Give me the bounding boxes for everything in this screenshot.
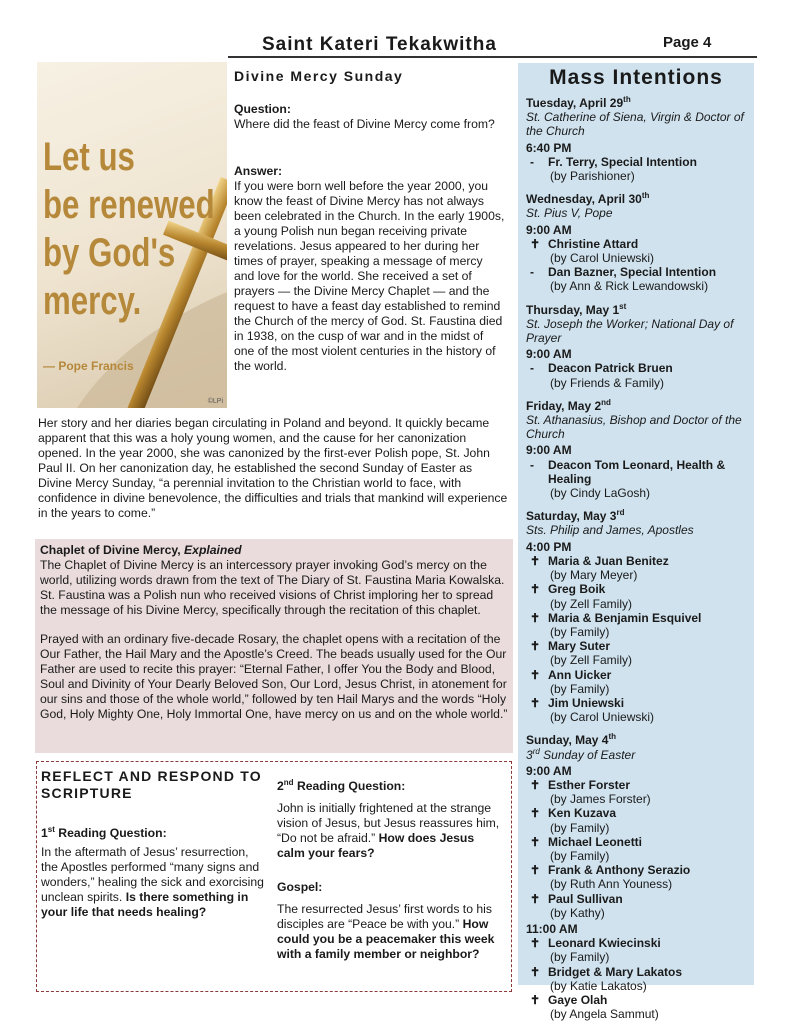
mass-day-name [526,192,754,206]
dash-marker: - [530,154,534,169]
mass-time: 9:00 AM [526,347,572,362]
mass-intention [526,155,754,169]
intention-requester: (by Parishioner) [550,169,635,184]
mass-day-label: Friday, May 2 [526,398,602,413]
intention-name: Greg Boik [548,582,606,597]
question-label: Question: [234,102,291,116]
mass-intention [526,863,754,877]
dash-marker: - [530,361,534,376]
cross-icon: ✝ [530,936,541,951]
intention-name: Jim Uniewski [548,695,625,710]
first-reading-body: In the aftermath of Jesus’ resurrection, the Apostles performed “many signs and wonders,” healing the sick and exorcising unclean spirits. [41,845,264,904]
intention-requester: (by Family) [550,624,610,639]
mass-day-suffix: th [608,732,617,742]
cross-icon: ✝ [530,834,541,849]
page-number: Page 4 [663,34,712,51]
mass-intention [526,611,754,625]
cross-icon: ✝ [530,582,541,597]
intention-requester: (by Carol Uniewski) [550,251,655,266]
mass-time: 6:40 PM [526,140,572,155]
article-title: Divine Mercy Sunday [234,68,404,84]
mass-day-suffix: st [619,301,627,311]
intention-requester: (by Ruth Ann Youness) [550,877,673,892]
intention-requester: (by Ann & Rick Lewandowski) [550,279,709,294]
mass-intention [526,265,754,279]
second-reading-num: 2 [277,779,284,793]
reflect-title: REFLECT AND RESPOND TO SCRIPTURE [41,768,262,801]
quote-line: Let us [43,135,135,179]
mass-day-suffix: th [623,95,631,104]
intention-name: Fr. Terry, Special Intention [548,154,697,169]
intention-name: Deacon Patrick Bruen [548,361,673,376]
quote-line: mercy. [43,279,142,323]
mass-day-label: Thursday, May 1 [526,302,620,317]
cross-icon: ✝ [530,992,541,1007]
mass-day [526,96,754,183]
intention-requester: (by Mary Meyer) [550,568,638,583]
cross-icon: ✝ [530,777,541,792]
intention-requester: (by Katie Lakatos) [550,978,647,993]
mass-feast-text: Sunday of Easter [539,747,636,762]
image-credit: ©LPi [207,398,223,405]
mass-feast-text: St. Joseph the Worker; National Day of Prayer [526,316,734,346]
mass-day-suffix: th [641,191,650,201]
mass-intention [526,835,754,849]
second-reading-label-text: Reading Question: [293,779,406,793]
mass-intention [526,668,754,682]
gospel-question: How could you be a peacemaker this week with a family member or neighbor? [277,917,495,961]
intention-name: Deacon Tom Leonard, Health & Healing [548,457,726,486]
mass-day [526,733,754,1021]
intention-name: Gaye Olah [548,992,608,1007]
chaplet-paragraph: Prayed with an ordinary five-decade Rosary, the chaplet opens with a recitation of the Our Father, the Hail Mary and the Apostle’s Creed. The beads usually used for the Our Father are used to recite this prayer: “Eternal Father, I offer You the Body and Blood, Soul and Divinity of Your Dearly Beloved Son, Our Lord, Jesus Christ, in atonement for our sins and those of the whole world,” followed by ten Hail Marys and the words “Holy God, Holy Mighty One, Holy Immortal One, have mercy on us and on the whole world.” [40,632,508,721]
mass-day-label: Tuesday, April 29 [526,96,624,110]
intention-name: Mary Suter [548,639,611,654]
first-reading-label-text: Reading Question: [54,826,167,840]
mass-feast-suffix: rd [532,746,540,756]
chaplet-title-italic: Explained [184,543,242,557]
second-reading-sup: nd [283,777,294,787]
mass-feast [526,523,754,537]
mass-day [526,303,754,390]
mass-day-name [526,509,754,523]
first-reading-sup: st [47,824,55,834]
answer-text: If you were born well before the year 2000, you know the feast of Divine Mercy has not always been celebrated in the Church. In the early 1900s, a young Polish nun began receiving private revelations. Jesus appeared to her during her times of prayer, speaking a message of mercy and love for the world. She received a set of prayers — the Divine Mercy Chaplet — and the request to have a feast day established to remind the Church of the mercy of God. St. Faustina died in 1938, on the cusp of war and in the midst of one of the most violent centuries in the history of the world. [234,179,505,373]
mass-time: 11:00 AM [526,921,578,936]
intention-requester: (by Zell Family) [550,653,633,668]
gospel-text [277,902,502,962]
mass-day [526,399,754,500]
header-rule [228,56,757,58]
mass-day-suffix: rd [616,508,625,518]
first-reading-label [41,826,167,841]
mass-intentions-list [526,96,754,1021]
dash-marker: - [530,457,534,472]
mass-time: 9:00 AM [526,763,572,778]
intention-name: Dan Bazner, Special Intention [548,265,717,280]
mass-intention [526,361,754,375]
mass-intention [526,778,754,792]
cross-icon: ✝ [530,806,541,821]
quote-author: — Pope Francis [43,359,134,373]
intention-requester: (by James Forster) [550,792,651,807]
intention-requester: (by Friends & Family) [550,375,665,390]
mass-day-label: Saturday, May 3 [526,509,617,524]
intention-requester: (by Family) [550,681,610,696]
intention-requester: (by Family) [550,950,610,965]
intention-name: Frank & Anthony Serazio [548,863,691,878]
cross-icon: ✝ [530,236,541,251]
mass-intention [526,936,754,950]
mass-intention [526,639,754,653]
answer-label: Answer: [234,164,283,178]
mass-day [526,192,754,293]
mass-day-suffix: nd [601,397,611,407]
cross-icon: ✝ [530,695,541,710]
first-reading-text [41,845,266,920]
mass-feast [526,110,754,138]
intention-name: Michael Leonetti [548,834,643,849]
mass-intention [526,993,754,1007]
intention-requester: (by Angela Sammut) [550,1007,659,1022]
mass-day-label: Wednesday, April 30 [526,192,642,207]
quote-line: by God's [43,231,176,275]
mass-intention [526,892,754,906]
intention-requester: (by Cindy LaGosh) [550,486,651,501]
first-reading-num: 1 [41,826,48,840]
mass-feast-text: St. Catherine of Siena, Virgin & Doctor of the Church [526,110,744,139]
intention-requester: (by Zell Family) [550,596,633,611]
mass-time: 4:00 PM [526,539,572,554]
second-reading-label [277,779,405,794]
cross-icon: ✝ [530,891,541,906]
mass-intention [526,458,754,486]
gospel-body: The resurrected Jesus’ first words to his disciples are “Peace be with you.” [277,902,492,931]
intention-name: Ann Uicker [548,667,612,682]
cross-icon: ✝ [530,863,541,878]
mass-day-name [526,96,754,110]
mass-intention [526,806,754,820]
intention-name: Maria & Benjamin Esquivel [548,610,702,625]
mass-day-label: Sunday, May 4 [526,733,609,748]
mass-feast [526,317,754,345]
cross-icon: ✝ [530,553,541,568]
divine-mercy-image [37,62,227,408]
mass-intention [526,582,754,596]
second-reading-question: How does Jesus calm your fears? [277,831,475,860]
chaplet-title [40,543,242,557]
newsletter-title: Saint Kateri Tekakwitha [262,34,497,55]
mass-feast-text: St. Pius V, Pope [526,206,613,221]
gospel-label: Gospel: [277,880,323,894]
intention-requester: (by Family) [550,848,610,863]
mass-feast [526,206,754,220]
mass-feast [526,748,754,762]
mass-day-name [526,303,754,317]
mass-intention [526,965,754,979]
mass-intention [526,237,754,251]
intention-name: Bridget & Mary Lakatos [548,964,683,979]
chaplet-paragraph: The Chaplet of Divine Mercy is an intercessory prayer invoking God’s mercy on the world, utilizing words drawn from the text of The Diary of St. Faustina Maria Kowalska. St. Faustina was a Polish nun who received visions of Christ imploring her to spread the message of his Divine Mercy, specifically through the recitation of this chaplet. [40,558,505,617]
cross-icon: ✝ [530,964,541,979]
mass-time: 9:00 AM [526,222,572,237]
quote-line: be renewed [43,183,215,227]
intention-name: Maria & Juan Benitez [548,553,669,568]
cross-icon: ✝ [530,639,541,654]
mass-day-name [526,733,754,747]
second-reading-text [277,801,502,861]
cross-icon: ✝ [530,610,541,625]
intention-name: Paul Sullivan [548,891,623,906]
cross-icon: ✝ [530,667,541,682]
intention-name: Esther Forster [548,777,631,792]
mass-feast [526,413,754,441]
intention-requester: (by Kathy) [550,905,605,920]
mass-intentions-title: Mass Intentions [549,66,723,89]
intention-requester: (by Carol Uniewski) [550,710,655,725]
chaplet-title-text: Chaplet of Divine Mercy, [40,543,185,557]
mass-intention [526,554,754,568]
intention-requester: (by Family) [550,820,610,835]
mass-feast-text: Sts. Philip and James, Apostles [526,523,694,538]
mass-feast-text: St. Athanasius, Bishop and Doctor of the Church [526,413,742,442]
question-text: Where did the feast of Divine Mercy come from? [234,117,495,131]
article-continued: Her story and her diaries began circulating in Poland and beyond. It quickly became apparent that this was a holy young women, and the cause for her canonization opened. In the year 2000, she was canonized by the first-ever Polish pope, St. John Paul II. On her canonization day, he established the second Sunday of Easter as Divine Mercy Sunday, “a perennial invitation to the Christian world to face, with confidence in divine benevolence, the difficulties and trials that mankind will experience in the years to come.” [38,416,508,520]
mass-day-name [526,399,754,413]
first-reading-question: Is there something in your life that needs healing? [41,890,249,919]
mass-day [526,509,754,724]
intention-name: Christine Attard [548,236,639,251]
dash-marker: - [530,265,534,280]
mass-intention [526,696,754,710]
intention-name: Leonard Kwiecinski [548,936,661,951]
intention-name: Ken Kuzava [548,806,617,821]
mass-feast-num: 3 [526,747,533,762]
second-reading-body: John is initially frightened at the strange vision of Jesus, but Jesus reassures him, “Do not be afraid.” [277,801,500,845]
mass-time: 9:00 AM [526,443,572,458]
